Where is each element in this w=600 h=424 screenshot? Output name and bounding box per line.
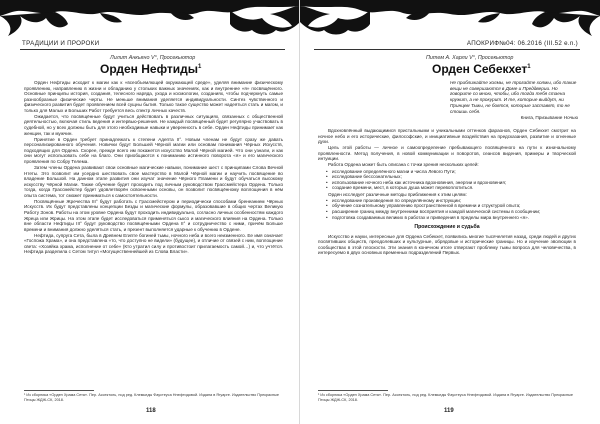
body-paragraph: Нефтида, супруга Сета, была в Древнем Египте богиней тьмы, ночного неба и всего неизменного. Ее имя означает «Госпожа Храма», и она представлена «то, что доступно не видели» (будущее), и отличие от связей с ним, воплощение света: «Хозяйка храма, исполнение от себе» (Кто утратил силу и противостоит прилагаемость самой…) и, что учтётся. Нефтида разделила с Сетом титул «Могущественнейшей из Слова Власти».	[24, 232, 283, 255]
epigraph-source: Книга, Призывание Ночью	[520, 115, 578, 121]
page-number: 119	[444, 408, 454, 414]
section-heading: Происхождение и судьба	[414, 224, 480, 231]
article-author: Питем А. Харли V°, Просекьютор	[426, 55, 514, 61]
epigraph	[450, 80, 578, 121]
body-paragraph: Ожидается, что посвящённые будут учиться действовать в различных ситуациях, связанных с общественной деятельностью, включая стиль ведения и интервью-решения. Не каждый посвящённый будет регулярно участвовать в судебной, но у всех должны быть для этого необходимые навыки и уверенность в себе. Орден Нефтиды принимает как женщин, так и мужчин.	[24, 113, 283, 136]
body-paragraph: Искусство и науки, интересные для Ордена Себекхет, появились многие тысячелетия назад, среди людей и других посвятивших обществ, преодолевших и культурные, обрядовые и исторические границы. Но и изучение эволюции в сообществах в этой плоскости. Эти знания в конечном итоге отвергают проблему тьмы вопроса для человечества, в интересуемо в двух основных временных подразделений Первых.	[318, 233, 576, 256]
running-header: ТРАДИЦИИ И ПРОРОКИ	[22, 40, 100, 47]
list-item: • исследование бессознательных;	[332, 174, 576, 180]
list-item: • использование ночного неба как источника вдохновения, энергии и вдохновения;	[332, 180, 576, 186]
footnote-rule	[24, 390, 94, 391]
article-author: Лилит Анкьяно V°, Просекьютор	[110, 55, 196, 61]
footnote-rule	[318, 390, 388, 391]
article-body	[24, 80, 283, 256]
list-item: • обучение сознательному управлению пространственной в времени и структурой опыта;	[332, 203, 576, 209]
body-paragraph: Цель этой работы — личное и самоопределение пребывающего посвящённого на пути к изначальному проявленности. Метод получения, в новой коммуникации и поворотов, сеансов видения, примеры и творческой интуиции.	[318, 145, 576, 162]
body-paragraph: Работа Ордена может быть описана с точки зрения нескольких целей:	[328, 162, 479, 168]
right-page	[300, 0, 600, 424]
footnote: ¹ Из сборника «Орден Храма Сета». Пер. Ассектоль, под ред. Клемьеды Фаустеуса Ннефтидовой. Издана в Ягуарге. Издательство Прекрасные Птицы ЖДЖ-СК, 2018.	[24, 393, 279, 402]
footnote: ¹ Из сборника «Орден Храма Сета». Пер. Ассектоль, под ред. Клемьеды Фаустеуса Ннефтидовой. Издана в Ягуарге. Издательство Прекрасные Птицы ЖДЖ-СК, 2018.	[318, 393, 573, 402]
body-paragraph: Орден исследует различные методы приближения к этим целям:	[328, 191, 467, 197]
article-title	[432, 62, 531, 76]
ornament-header-right	[300, 0, 600, 38]
page-number: 118	[146, 408, 156, 414]
header-rule	[314, 49, 580, 50]
title-text: Орден Нефтиды	[100, 62, 199, 76]
ornament-header-left	[0, 0, 300, 38]
body-paragraph: Посвящённые Жречества III° будут работать с Грассмейстером и периодически способами бренеанием Чёрных Искусств. Их будут представлены концепции Безды и магические формулы, образовавшие в общих чертах Великую Работу Зонов. Работы на этом уровне Ордена будут проходить индивидуально, согласно личных особенностям каждого Жреца или Жрицы. На этом этапе будет исследоваться применяться ськсо и магического влияния на Ордена. Только вне области Нефтиды III° будут руководство посвящёнными Ордена II° и сотрудничество с ними, причём Больше времени и внимания должно уделяться стать, и презент выполняется ударные к обучению в Ордене.	[24, 198, 283, 232]
list-item: • исследование произведения по определённому инструкции;	[332, 198, 576, 204]
article-title	[100, 62, 201, 76]
methods-list	[318, 198, 576, 220]
list-item: • создание времени, мест, в которых душа может перевоплотиться.	[332, 185, 576, 191]
running-header: АПОКРИФ№04: 06.2016 (III.52 e.n.)	[466, 40, 578, 47]
article-body	[318, 128, 576, 256]
list-item: • подготовка создаваемых великих в работах и приведения в пределы мира внутреннего «я».	[332, 215, 576, 221]
epigraph-text: Не приближайте холмы, не трогайте холмы, ибо такие вещи не совершаются в Доме и Преддверии. Но говорите со мною, чтобы, ибо тогда тебя стаена кружит, а не прокурит. И те, которые выйдут, ни Принцем Тьмы, не боятся, которые заставят, то не стоишь себя.	[450, 80, 577, 114]
list-item: • исследование определённого магии и числа Левого Пути;	[332, 169, 576, 175]
list-item: • расширение границ между внутренними восприятия и каждой магической системы в сообщении;	[332, 209, 576, 215]
body-paragraph: Вдохновлённый выдающимися пристальными и уникальными оттенков фараонов, Орден Себекхет смотрит на ночное небо и его исторические, философские, и инициативные воздействия на предсказания, развитие и огненные духи.	[318, 128, 576, 145]
title-footnote-mark: 1	[527, 64, 531, 70]
header-rule	[20, 49, 285, 50]
goals-list	[318, 169, 576, 191]
body-paragraph: Принятие в Орден требует принадлежать к степени Адепта II°. Новым членам не будут сразу же давать персонализированного обучения. Новички будут Большей Чёрной магии или основам понимания Чёрных Искусств, подходящих для Ордена. Скорее, прежде всего им покажется искусство Малой Чёрной магией. Что они узнали, и как они могут использовать себе на благо. Они приобщаются к пониманию истинного поворота «я» и его магического проявления по Собру Телема.	[24, 136, 283, 164]
title-text: Орден Себекхет	[432, 62, 528, 76]
body-paragraph: Затем члены Ордена развивают свои основные магические навыки, понимание шест с принципами Слова Вечной Нтеты. Это позволит им усердно шествовать свое мастерство в Малой Чёрной магии и научить посвящение во владение Большой. На данном этапе развития они изучат значение Чёрного Пламени и будут обучаться высокому искусству Чёрной Магии. Также обучение будет проходить под личным руководством Грассмейстера Ордена. Только тогда, когда Грассмейстер будет удовлетворён освоенными основы, он позволит посвящённому воплощения в нём опыта система, тот сможет приниматься к самостоятельности.	[24, 164, 283, 198]
title-footnote-mark: 1	[198, 64, 202, 70]
body-paragraph: Орден Нефтиды исходит к магии как к «всеобъемлющей окружающей среде», уделяя внимание физическому проявлению, направлению в жизни и обладанию у стольких важных значениях, как и внутреннее «я» посвящённого. Основные принципы история, создания, телесного наряда, ухода и космологии, созданиях, чтобы подчеркнуть самые разнообразные физические черты. Не меньше внимания уделяется индивидуальности. Синтез чувственного и физического развития будет проявлением всей сущны бытия. Только такое существо может надеяться стать и магом, и только для Малых и Больших Работ требуется весь спектр личных качеств.	[24, 80, 283, 113]
